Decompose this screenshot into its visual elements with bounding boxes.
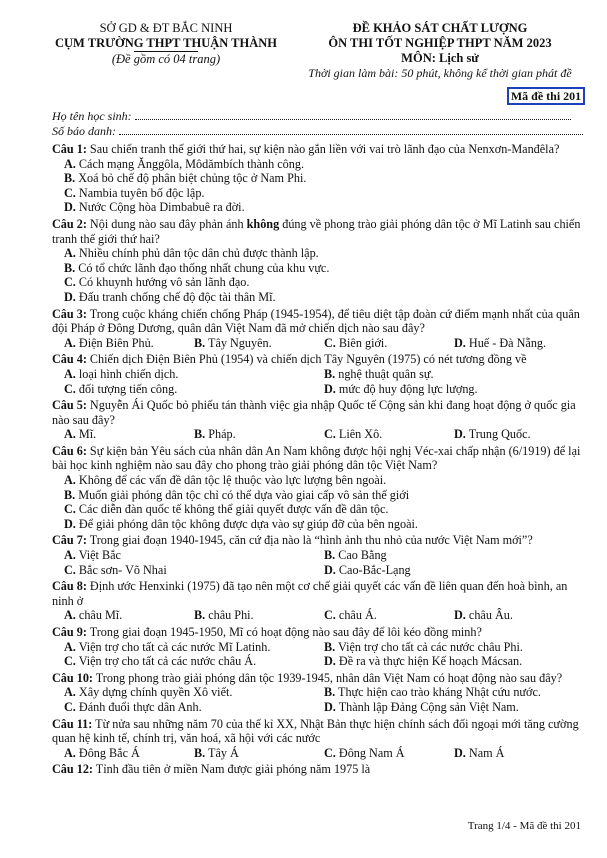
option-letter: D. (454, 608, 466, 623)
question-stem (52, 352, 584, 367)
question-stem (52, 579, 584, 608)
question-block (52, 352, 584, 396)
question-stem (52, 671, 584, 686)
question-stem (52, 625, 584, 640)
answer-option (194, 608, 324, 623)
question-block (52, 142, 584, 215)
option-letter: B. (64, 260, 76, 275)
answer-option (194, 746, 324, 761)
answer-option (64, 382, 324, 397)
option-letter: C. (64, 185, 76, 200)
question-text: Sau chiến tranh thế giới thứ hai, sự kiện nào gắn liền với vai trò lãnh đạo của Nenxơn-Manđêla? (86, 142, 560, 156)
option-letter: C. (324, 427, 336, 442)
option-letter: D. (324, 654, 336, 669)
option-list (52, 746, 584, 761)
option-text: Cách mạng Ănggôla, Môdămbích thành công. (78, 156, 304, 171)
option-list (52, 336, 584, 351)
question-stem (52, 398, 584, 427)
option-letter: A. (64, 608, 76, 623)
question-number: Câu 11: (52, 716, 93, 731)
answer-option (324, 563, 584, 578)
option-letter: C. (324, 745, 336, 760)
option-text: châu Mĩ. (78, 608, 123, 623)
exam-code-box: Mã đề thi 201 (507, 87, 585, 105)
option-letter: A. (64, 745, 76, 760)
option-letter: A. (64, 639, 76, 654)
question-stem (52, 444, 584, 473)
question-number: Câu 5: (52, 398, 87, 413)
option-letter: D. (324, 562, 336, 577)
option-text: Việt Bắc (78, 548, 121, 563)
option-text: Mĩ. (78, 427, 97, 442)
option-text: Có tổ chức lãnh đạo thống nhất chung của khu vực. (78, 260, 330, 275)
answer-option (64, 246, 584, 261)
option-text: Trung Quốc. (468, 427, 531, 442)
answer-option (64, 563, 324, 578)
answer-option (64, 517, 584, 532)
option-letter: B. (324, 685, 336, 700)
answer-option (324, 336, 454, 351)
option-list (52, 640, 584, 669)
option-letter: D. (64, 516, 76, 531)
answer-option (64, 473, 584, 488)
question-stem (52, 217, 584, 246)
option-letter: C. (64, 654, 76, 669)
option-letter: D. (454, 745, 466, 760)
option-letter: D. (64, 289, 76, 304)
answer-option (454, 336, 584, 351)
option-letter: D. (454, 427, 466, 442)
answer-option (324, 700, 584, 715)
answer-option (324, 640, 584, 655)
answer-option (64, 200, 584, 215)
question-text: Chiến dịch Điện Biên Phủ (1954) và chiến dịch Tây Nguyên (1975) có nét tương đồng về (86, 352, 527, 367)
option-text: Bắc sơn- Võ Nhai (78, 562, 167, 577)
answer-option (64, 171, 584, 186)
answer-option (64, 685, 324, 700)
student-name-label: Họ tên học sinh: (52, 109, 132, 123)
option-text: Đề ra và thực hiện Kế hoạch Mácsan. (338, 654, 523, 669)
option-list (52, 548, 584, 577)
option-text: châu Á. (338, 608, 377, 623)
student-name-line (52, 109, 571, 123)
option-letter: A. (64, 246, 76, 261)
question-text: Từ nửa sau những năm 70 của thế kỉ XX, Nhật Bản thực hiện chính sách đối ngoại mới tăng cường quan hệ kinh tế, chính trị, văn hoá, xã hội với các nước (52, 716, 579, 746)
option-text: Nước Cộng hòa Dimbabuê ra đời. (78, 200, 245, 215)
option-text: Xây dựng chính quyền Xô viết. (78, 685, 233, 700)
option-text: Đánh đuổi thực dân Anh. (78, 699, 202, 714)
answer-option (324, 548, 584, 563)
answer-option (454, 746, 584, 761)
option-letter: A. (64, 685, 76, 700)
answer-option (454, 427, 584, 442)
question-stem (52, 307, 584, 336)
option-text: Thực hiện cao trào kháng Nhật cứu nước. (338, 685, 541, 700)
student-id-line (52, 124, 583, 138)
question-block (52, 717, 584, 761)
option-text: Đấu tranh chống chế độ độc tài thân Mĩ. (78, 289, 276, 304)
question-list (52, 142, 584, 779)
option-letter: B. (194, 335, 206, 350)
page-footer: Trang 1/4 - Mã đề thi 201 (467, 820, 581, 832)
answer-option (194, 336, 324, 351)
answer-option (194, 427, 324, 442)
option-text: Tây Nguyên. (208, 335, 272, 350)
option-letter: A. (64, 473, 76, 488)
option-list (52, 473, 584, 531)
option-letter: B. (64, 487, 76, 502)
option-text: Nambia tuyên bố độc lập. (78, 185, 205, 200)
answer-option (324, 367, 584, 382)
option-letter: D. (324, 699, 336, 714)
answer-option (454, 608, 584, 623)
question-text: Trong giai đoạn 1940-1945, căn cứ địa nào là “hình ảnh thu nhỏ của nước Việt Nam mới”? (86, 533, 533, 548)
option-list (52, 157, 584, 215)
option-text: mức độ huy động lực lượng. (338, 381, 478, 396)
option-text: Thành lập Đảng Cộng sản Việt Nam. (338, 699, 519, 714)
student-name-blank (135, 119, 571, 120)
option-text: nghệ thuật quân sự. (338, 366, 434, 381)
question-text: Sự kiện bản Yêu sách của nhân dân An Nam không được hội nghị Véc-xai chấp nhận (6/1919) để lại bài học kinh nghiệm nào sau đây cho phong trào giải phóng dân tộc Việt Nam? (52, 443, 581, 473)
option-letter: C. (64, 562, 76, 577)
question-number: Câu 6: (52, 443, 87, 458)
answer-option (64, 548, 324, 563)
answer-option (64, 700, 324, 715)
question-block (52, 579, 584, 623)
question-text: Tỉnh đầu tiên ở miền Nam được giải phóng năm 1975 là (92, 762, 371, 777)
question-number: Câu 2: (52, 216, 87, 231)
exam-title-2: ÔN THI TỐT NGHIỆP THPT NĂM 2023 (328, 36, 552, 50)
option-letter: A. (64, 366, 76, 381)
question-text: Trong cuộc kháng chiến chống Pháp (1945-1954), để tiêu diệt tập đoàn cứ điểm mạnh nhất của quân đội Pháp ở Đông Dương, quân dân Việt Nam đã mở chiến dịch nào sau đây? (52, 306, 580, 336)
question-number: Câu 4: (52, 352, 87, 367)
answer-option (64, 157, 584, 172)
option-letter: B. (324, 639, 336, 654)
option-text: Cao-Bắc-Lạng (338, 562, 411, 577)
question-emphasis: không (246, 216, 280, 231)
option-letter: B. (194, 608, 206, 623)
option-text: Huế - Đà Nẵng. (468, 335, 547, 350)
exam-title-1: ĐỀ KHẢO SÁT CHẤT LƯỢNG (352, 21, 528, 35)
option-letter: B. (324, 366, 336, 381)
question-block (52, 625, 584, 669)
option-text: Đông Bắc Á (78, 745, 140, 760)
question-text: Nguyễn Ái Quốc bỏ phiếu tán thành việc gia nhập Quốc tế Cộng sản khi đang hoạt động ở quốc gia nào sau đây? (52, 398, 576, 427)
question-stem (52, 533, 584, 548)
option-list (52, 246, 584, 304)
option-list (52, 685, 584, 714)
option-letter: C. (324, 335, 336, 350)
question-block (52, 444, 584, 532)
option-text: Để giải phóng dân tộc không được dựa vào sự giúp đỡ của bên ngoài. (78, 516, 418, 531)
question-stem (52, 762, 584, 777)
option-text: Không để các vấn đề dân tộc lệ thuộc vào lực lượng bên ngoài. (78, 473, 387, 488)
option-text: Xoá bỏ chế độ phân biệt chủng tộc ở Nam Phi. (78, 171, 307, 186)
question-text: Định ước Henxinki (1975) đã tạo nên một cơ chế giải quyết các vấn đề liên quan đến hoà bình, an ninh ở (52, 579, 568, 608)
question-number: Câu 12: (52, 762, 93, 777)
answer-option (64, 275, 584, 290)
option-letter: D. (454, 335, 466, 350)
answer-option (64, 427, 194, 442)
option-letter: D. (64, 200, 76, 215)
question-number: Câu 8: (52, 579, 87, 594)
option-text: châu Âu. (468, 608, 513, 623)
question-text: Nội dung nào sau đây phản ánh (86, 216, 247, 231)
answer-option (64, 186, 584, 201)
option-text: Các diễn đàn quốc tế không thể giải quyết được vấn đề dân tộc. (78, 502, 389, 517)
question-text: đúng về phong trào giải phóng dân tộc ở Mĩ Latinh sau chiến tranh thế giới thứ hai? (52, 216, 581, 246)
option-text: Nam Á (468, 745, 505, 760)
header-left (36, 21, 296, 67)
option-text: Đông Nam Á (338, 745, 405, 760)
option-text: Muốn giải phóng dân tộc chỉ có thể dựa vào giai cấp vô sản thế giới (78, 487, 410, 502)
header-right (290, 21, 590, 81)
option-letter: D. (324, 381, 336, 396)
option-list (52, 427, 584, 442)
answer-option (64, 367, 324, 382)
answer-option (64, 746, 194, 761)
option-text: Tây Á (208, 745, 239, 760)
question-number: Câu 1: (52, 142, 87, 156)
option-text: Liên Xô. (338, 427, 383, 442)
question-stem (52, 142, 584, 157)
question-number: Câu 9: (52, 625, 87, 639)
answer-option (64, 640, 324, 655)
option-text: Viện trợ cho tất cả các nước châu Á. (78, 654, 257, 669)
option-letter: B. (64, 171, 76, 186)
cluster-name: CỤM TRƯỜNG THPT THUẬN THÀNH (54, 36, 278, 50)
option-text: Điện Biên Phủ. (78, 335, 154, 350)
answer-option (64, 261, 584, 276)
option-list (52, 608, 584, 623)
time-note: Thời gian làm bài: 50 phút, không kể thời gian phát đề (308, 66, 572, 80)
question-number: Câu 7: (52, 533, 87, 548)
option-text: Có khuynh hướng vô sản lãnh đạo. (78, 275, 250, 290)
answer-option (64, 502, 584, 517)
option-text: Pháp. (208, 427, 236, 442)
option-text: Viện trợ cho tất cả các nước Mĩ Latinh. (78, 639, 271, 654)
option-letter: B. (324, 548, 336, 563)
question-block (52, 398, 584, 442)
option-letter: C. (64, 381, 76, 396)
option-letter: B. (194, 427, 206, 442)
option-text: đối tượng tiến công. (78, 381, 178, 396)
dept-name: SỞ GD & ĐT BẮC NINH (99, 21, 233, 35)
pages-note: (Đề gồm có 04 trang) (111, 52, 221, 66)
question-number: Câu 3: (52, 306, 87, 321)
question-block (52, 762, 584, 777)
answer-option (64, 488, 584, 503)
question-block (52, 533, 584, 577)
subject: MÔN: Lịch sử (401, 51, 479, 65)
question-block (52, 217, 584, 305)
answer-option (324, 685, 584, 700)
answer-option (324, 746, 454, 761)
option-list (52, 367, 584, 396)
question-stem (52, 717, 584, 746)
option-letter: C. (64, 502, 76, 517)
option-letter: C. (324, 608, 336, 623)
answer-option (64, 290, 584, 305)
option-letter: A. (64, 427, 76, 442)
question-text: Trong phong trào giải phóng dân tộc 1939-1945, nhân dân Việt Nam có hoạt động nào sau đây? (92, 670, 563, 685)
answer-option (324, 608, 454, 623)
student-id-label: Số báo danh: (52, 124, 116, 138)
option-text: loại hình chiến dịch. (78, 366, 179, 381)
question-text: Trong giai đoạn 1945-1950, Mĩ có hoạt động nào sau đây để lôi kéo đồng minh? (86, 625, 482, 639)
answer-option (324, 654, 584, 669)
answer-option (324, 427, 454, 442)
option-letter: C. (64, 275, 76, 290)
option-letter: A. (64, 548, 76, 563)
question-number: Câu 10: (52, 670, 93, 685)
question-block (52, 307, 584, 351)
answer-option (324, 382, 584, 397)
answer-option (64, 654, 324, 669)
option-letter: A. (64, 156, 76, 171)
option-text: Viện trợ cho tất cả các nước châu Phi. (338, 639, 523, 654)
student-id-blank (119, 134, 583, 135)
option-text: Nhiều chính phủ dân tộc dân chủ được thành lập. (78, 246, 319, 261)
question-block (52, 671, 584, 715)
option-text: Biên giới. (338, 335, 388, 350)
answer-option (64, 608, 194, 623)
option-letter: B. (194, 745, 206, 760)
option-letter: C. (64, 699, 76, 714)
answer-option (64, 336, 194, 351)
option-text: Cao Bằng (338, 548, 387, 563)
option-letter: A. (64, 335, 76, 350)
option-text: châu Phi. (208, 608, 254, 623)
